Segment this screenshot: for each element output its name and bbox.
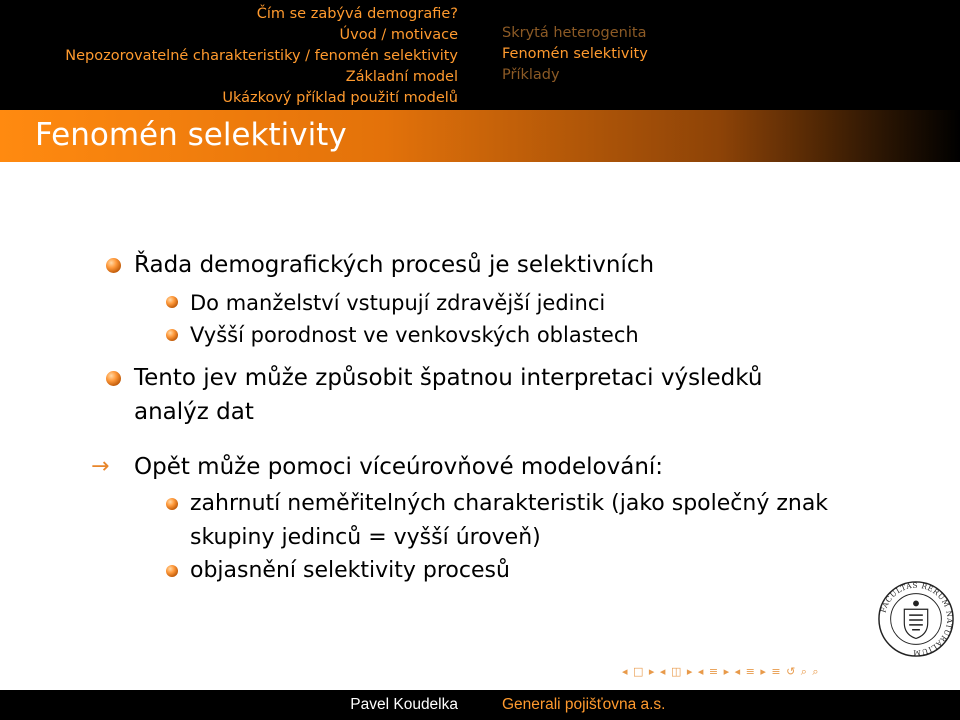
- sub-bullet-ball-icon: [166, 565, 178, 577]
- sub-bullet-ball-icon: [166, 296, 178, 308]
- subsection-link-1[interactable]: Skrytá heterogenita: [502, 25, 647, 41]
- frame-title-bar: [0, 110, 960, 162]
- sub-bullet-item: objasnění selektivity procesů: [190, 558, 510, 583]
- subsection-link-current[interactable]: Fenomén selektivity: [502, 46, 648, 62]
- bullet-item: Řada demografických procesů je selektivních: [134, 252, 655, 278]
- svg-text:FACULTAS RERUM NATURALIUM: FACULTAS RERUM NATURALIUM: [878, 580, 955, 658]
- sub-bullet-ball-icon: [166, 329, 178, 341]
- section-link-2[interactable]: Úvod / motivace: [339, 27, 458, 43]
- section-link-3[interactable]: Nepozorovatelné charakteristiky / fenomén selektivity: [65, 48, 458, 64]
- bullet-ball-icon: [106, 258, 121, 273]
- footer: [0, 690, 960, 720]
- university-seal-icon: [877, 580, 955, 658]
- subsection-nav: [480, 0, 960, 110]
- sub-bullet-item-continuation: skupiny jedinců = vyšší úroveň): [190, 525, 541, 550]
- section-link-4[interactable]: Základní model: [345, 69, 458, 85]
- frame-title: Fenomén selektivity: [35, 117, 347, 153]
- header-navigation: [0, 0, 960, 110]
- sub-bullet-item: zahrnutí neměřitelných charakteristik (jako společný znak: [190, 491, 829, 516]
- bullet-item: Tento jev může způsobit špatnou interpretaci výsledků: [134, 365, 763, 391]
- footer-author: Pavel Koudelka: [350, 696, 458, 713]
- bullet-item-continuation: analýz dat: [134, 399, 254, 425]
- implication-arrow-icon: →: [91, 454, 110, 479]
- sub-bullet-item: Do manželství vstupují zdravější jedinci: [190, 291, 606, 315]
- section-nav: [0, 0, 480, 110]
- beamer-navigation-controls[interactable]: ◂ □ ▸ ◂ ◫ ▸ ◂ ≡ ▸ ◂ ≡ ▸ ≡ ↺ ⌕ ⌕: [622, 665, 820, 678]
- sub-bullet-item: Vyšší porodnost ve venkovských oblastech: [190, 323, 639, 347]
- implication-item: Opět může pomoci víceúrovňové modelování:: [134, 454, 664, 480]
- section-link-5[interactable]: Ukázkový příklad použití modelů: [222, 90, 458, 106]
- bullet-ball-icon: [106, 371, 121, 386]
- subsection-link-3[interactable]: Příklady: [502, 67, 560, 83]
- footer-institute: Generali pojišťovna a.s.: [502, 696, 666, 713]
- section-link-1[interactable]: Čím se zabývá demografie?: [256, 6, 458, 22]
- sub-bullet-ball-icon: [166, 498, 178, 510]
